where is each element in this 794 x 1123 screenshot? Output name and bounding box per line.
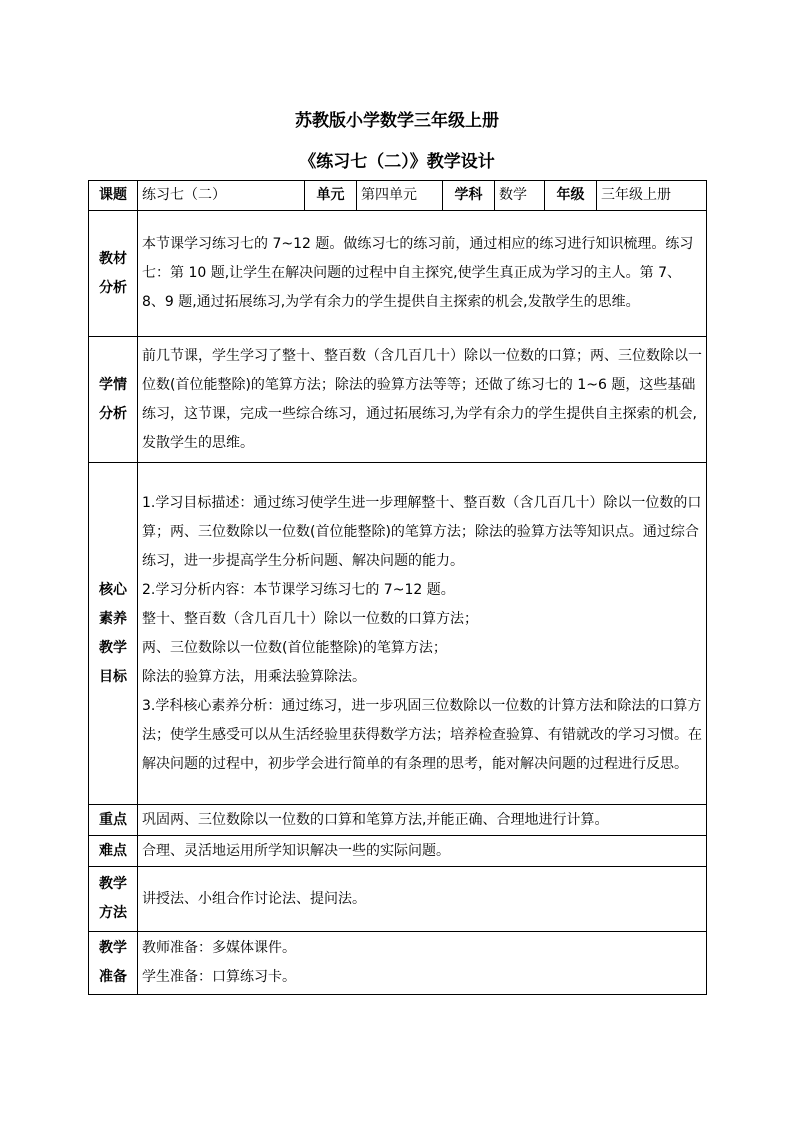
material-analysis-text: 本节课学习练习七的 7~12 题。做练习七的练习前，通过相应的练习进行知识梳理。练习七：第 10 题,让学生在解决问题的过程中自主探究,使学生真正成为学习的主人。第 7、8、9 题,通过拓展练习,为学有余力的学生提供自主探索的机会,发散学生的思维。 <box>138 211 707 337</box>
teaching-method-label: 教学 方法 <box>89 867 138 932</box>
core-goals-text <box>138 463 707 805</box>
core-goal-paragraph: 2.学习分析内容：本节课学习练习七的 7~12 题。 <box>142 581 455 598</box>
teaching-method-row <box>89 867 707 932</box>
header-row <box>89 181 707 211</box>
grade-value: 三年级上册 <box>597 181 707 211</box>
learner-analysis-row <box>89 337 707 463</box>
material-analysis-row <box>89 211 707 337</box>
key-point-text: 巩固两、三位数除以一位数的口算和笔算方法,并能正确、合理地进行计算。 <box>138 805 707 836</box>
material-analysis-label: 教材 分析 <box>89 211 138 337</box>
core-goal-paragraph: 1.学习目标描述：通过练习使学生进一步理解整十、整百数（含几百几十）除以一位数的口算；两、三位数除以一位数(首位能整除)的笔算方法；除法的验算方法等知识点。通过综合练习，进一步提高学生分析问题、解决问题的能力。 <box>142 494 702 569</box>
core-goal-paragraph: 3.学科核心素养分析：通过练习，进一步巩固三位数除以一位数的计算方法和除法的口算方法；使学生感受可以从生活经验里获得数学方法；培养检查验算、有错就改的学习习惯。在解决问题的过程中，初步学会进行简单的有条理的思考，能对解决问题的过程进行反思。 <box>142 697 702 772</box>
teaching-prep-label: 教学 准备 <box>89 932 138 995</box>
difficulty-text: 合理、灵活地运用所学知识解决一些的实际问题。 <box>138 836 707 867</box>
document-title: 苏教版小学数学三年级上册 <box>295 111 499 131</box>
teaching-method-text: 讲授法、小组合作讨论法、提问法。 <box>138 867 707 932</box>
topic-label: 课题 <box>89 181 138 211</box>
grade-label: 年级 <box>545 181 597 211</box>
topic-value: 练习七（二） <box>138 181 305 211</box>
lesson-design-table <box>88 180 707 995</box>
unit-value: 第四单元 <box>357 181 443 211</box>
student-prep: 学生准备：口算练习卡。 <box>142 969 296 985</box>
difficulty-label: 难点 <box>89 836 138 867</box>
teacher-prep: 教师准备：多媒体课件。 <box>142 940 296 956</box>
difficulty-row <box>89 836 707 867</box>
subject-value: 数学 <box>495 181 545 211</box>
unit-label: 单元 <box>305 181 357 211</box>
learner-analysis-text: 前几节课，学生学习了整十、整百数（含几百几十）除以一位数的口算；两、三位数除以一位数(首位能整除)的笔算方法；除法的验算方法等等；还做了练习七的 1~6 题，这些基础练习，这节课，完成一些综合练习，通过拓展练习,为学有余力的学生提供自主探索的机会,发散学生的思维。 <box>138 337 707 463</box>
subject-label: 学科 <box>443 181 495 211</box>
core-goals-row <box>89 463 707 805</box>
core-goals-label: 核心 素养 教学 目标 <box>89 463 138 805</box>
learner-analysis-label: 学情 分析 <box>89 337 138 463</box>
teaching-prep-text <box>138 932 707 995</box>
key-point-label: 重点 <box>89 805 138 836</box>
teaching-prep-row <box>89 932 707 995</box>
core-goal-paragraph: 两、三位数除以一位数(首位能整除)的笔算方法； <box>142 639 447 656</box>
core-goal-paragraph: 除法的验算方法，用乘法验算除法。 <box>142 668 366 685</box>
core-goal-paragraph: 整十、整百数（含几百几十）除以一位数的口算方法； <box>142 610 478 627</box>
key-point-row <box>89 805 707 836</box>
document-subtitle: 《练习七（二）》教学设计 <box>299 152 495 172</box>
